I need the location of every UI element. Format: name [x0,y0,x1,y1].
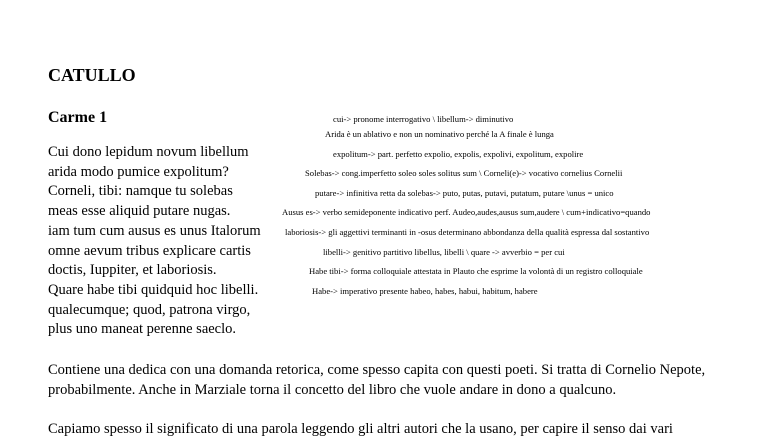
poem-line: Quare habe tibi quidquid hoc libelli. [48,281,259,298]
annotation-note: Ausus es-> verbo semideponente indicativo perf. Audeo,audes,ausus sum,audere \ cum+indicativo=quando [282,207,651,217]
document-title: CATULLO [48,65,136,85]
annotation-note: laboriosis-> gli aggettivi terminanti in -osus determinano abbondanza della qualità espressa dal sostantivo [285,227,650,237]
poem-text [48,143,261,340]
poem-line: arida modo pumice expolitum? [48,163,229,180]
commentary-paragraph: Contiene una dedica con una domanda retorica, come spesso capita con questi poeti. Si tratta di Cornelio Nepote, probabilmente. Anche in Marziale torna il concetto del libro che vuole andare in dono a qualcuno. [48,362,706,398]
annotation-note: Habe-> imperativo presente habeo, habes, habui, habitum, habere [312,286,538,296]
annotation-note: expolitum-> part. perfetto expolio, expolis, expolivi, expolitum, expolire [333,149,584,159]
poem-line: qualecumque; quod, patrona virgo, [48,301,251,318]
poem-title: Carme 1 [48,109,108,126]
annotation-note: libelli-> genitivo partitivo libellus, libelli \ quare -> avverbio = per cui [323,247,565,257]
poem-line: Cui dono lepidum novum libellum [48,144,249,160]
annotation-note: Habe tibi-> forma colloquiale attestata in Plauto che esprime la volontà di un registro colloquiale [309,266,643,276]
annotation-note: Arida è un ablativo e non un nominativo perché la A finale è lunga [325,129,554,139]
annotation-note: cui-> pronome interrogativo \ libellum-> diminutivo [333,114,514,124]
poem-line: iam tum cum ausus es unus Italorum [48,222,261,239]
annotation-note: Solebas-> cong.imperfetto soleo soles solitus sum \ Corneli(e)-> vocativo cornelius Cornelii [305,168,623,178]
annotation-note: putare-> infinitiva retta da solebas-> puto, putas, putavi, putatum, putare \unus = unico [315,188,614,198]
commentary-paragraph: Capiamo spesso il significato di una parola leggendo gli altri autori che la usano, per capire il senso dai vari [48,421,673,437]
poem-line: omne aevum tribus explicare cartis [48,242,251,259]
poem-line: Corneli, tibi: namque tu solebas [48,183,233,200]
poem-line: plus uno maneat perenne saeclo. [48,321,237,338]
poem-line: meas esse aliquid putare nugas. [48,203,231,220]
poem-line: doctis, Iuppiter, et laboriosis. [48,262,217,279]
